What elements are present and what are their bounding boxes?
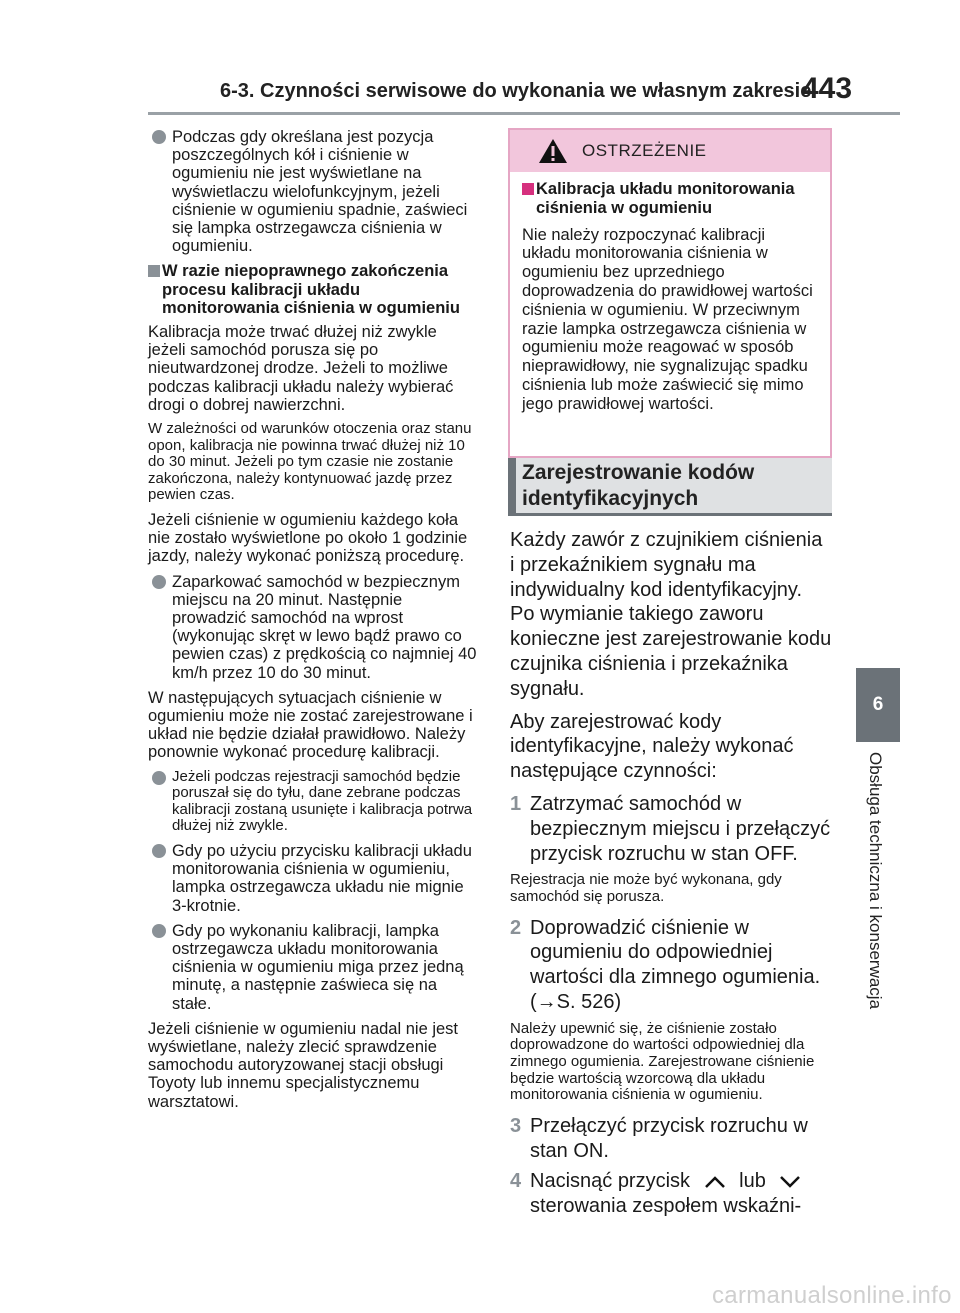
bullet-icon	[152, 844, 166, 858]
step-text: Przełączyć przycisk rozruchu w stan ON.	[530, 1114, 808, 1162]
bullet-icon	[152, 924, 166, 938]
section-title-line: identyfikacyjnych	[522, 487, 699, 510]
warning-title: OSTRZEŻENIE	[582, 141, 707, 160]
warning-triangle-icon	[538, 138, 568, 164]
paragraph: Aby zarejestrować kody identyfikacyjne, należy wykonać następujące czynności:	[510, 710, 794, 783]
paragraph: W zależności od warunków otoczenia oraz stanu opon, kalibracja nie powinna trwać dłużej niż 10 do 30 minut. Jeżeli po tym czasie nie zostanie zakończona, należy kontynuować jazdę przez pewien czas.	[148, 420, 472, 504]
bullet-icon	[152, 771, 166, 785]
page-number: 443	[802, 72, 853, 105]
paragraph: Każdy zawór z czujnikiem ciśnienia i przekaźnikiem sygnału ma indywidualny kod identyfikacyjny. Po wymianie takiego zaworu konieczne jest zarejestrowanie kodu czujnika ciśnienia i przekaźnika sygnału.	[510, 529, 832, 700]
warning-text: Nie należy rozpoczynać kalibracji układu monitorowania ciśnienia w ogumieniu bez uprzedniego doprowadzenia do prawidłowej wartości ciśnienia w ogumieniu. W przeciwnym razie lampka ostrzegawcza ciśnienia w ogumieniu może reagować w sposób nieprawidłowy, nie sygnalizując spadku ciśnienia lub może zaświecić się mimo jego prawidłowej wartości.	[522, 225, 813, 413]
bullet-text: Gdy po wykonaniu kalibracji, lampka ostrzegawcza układu monitorowania ciśnienia w ogumieniu miga przez jedną minutę, a następnie zaświeca się na stałe.	[172, 921, 464, 1013]
list-item	[148, 842, 478, 915]
step-note: Rejestracja nie może być wykonana, gdy samochód się porusza.	[510, 871, 782, 905]
step-item	[510, 1169, 832, 1219]
square-marker-icon	[522, 183, 534, 195]
bullet-text: Gdy po użyciu przycisku kalibracji układu monitorowania ciśnienia w ogumieniu, lampka ostrzegawcza układu nie mignie 3-krotnie.	[172, 842, 472, 915]
left-column	[148, 128, 478, 1118]
bullet-icon	[152, 130, 166, 144]
warning-subheading-text: Kalibracja układu monitorowania ciśnienia w ogumieniu	[536, 180, 795, 217]
chapter-tab: 6	[856, 668, 900, 742]
bullet-text: Zaparkować samochód w bezpiecznym miejscu na 20 minut. Następnie prowadzić samochód na wprost (wykonując skręt w lewo bądź prawo co pewien czas) z prędkością co najmniej 40 km/h przez 10 do 30 minut.	[172, 572, 477, 682]
warning-box	[508, 128, 832, 458]
warning-body	[510, 172, 830, 414]
step-item	[510, 792, 832, 866]
bullet-text: Jeżeli podczas rejestracji samochód będzie poruszał się do tyłu, dane zebrane podczas kalibracji zostaną usunięte i kalibracja potrwa dłużej niż zwykle.	[172, 767, 473, 835]
chevron-up-icon	[704, 1175, 726, 1189]
watermark: carmanualsonline.info	[712, 1282, 952, 1309]
step-item	[510, 916, 832, 1015]
bullet-icon	[152, 575, 166, 589]
list-item	[148, 573, 478, 682]
step-text: Nacisnąć przycisk	[530, 1170, 691, 1193]
step-number: 2	[510, 916, 522, 939]
paragraph: W następujących sytuacjach ciśnienie w ogumieniu może nie zostać zarejestrowane i układ nie będzie działał prawidłowo. Należy ponownie wykonać procedurę kalibracji.	[148, 688, 473, 762]
section-heading	[508, 458, 832, 516]
step-text: lub	[739, 1170, 766, 1193]
list-item	[148, 922, 478, 1013]
step-number: 1	[510, 792, 522, 815]
step-number: 3	[510, 1114, 522, 1137]
list-item	[148, 128, 478, 255]
warning-header	[510, 130, 830, 172]
step-number: 4	[510, 1170, 522, 1193]
right-column	[510, 528, 832, 1225]
header-title: 6-3. Czynności serwisowe do wykonania we własnym zakresie	[220, 80, 812, 102]
step-text: sterowania zespołem wskaźni-	[530, 1195, 802, 1218]
chevron-down-icon	[779, 1175, 801, 1189]
chapter-label: Obsługa techniczna i konserwacja	[866, 752, 885, 1010]
square-marker-icon	[148, 265, 160, 277]
subheading	[148, 262, 478, 317]
step-item	[510, 1114, 832, 1164]
paragraph: Jeżeli ciśnienie w ogumieniu nadal nie jest wyświetlane, należy zlecić sprawdzenie samochodu autoryzowanej stacji obsługi Toyoty lub innemu specjalistycznemu warsztatowi.	[148, 1019, 459, 1111]
step-note: Należy upewnić się, że ciśnienie zostało doprowadzone do wartości odpowiedniej dla zimnego ogumienia. Zarejestrowane ciśnienie będzie wartością wzorcową dla układu monitorowania ciśnienia w ogumieniu.	[510, 1019, 815, 1104]
header-divider	[148, 112, 900, 115]
bullet-text: Podczas gdy określana jest pozycja poszczególnych kół i ciśnienie w ogumieniu nie jest wyświetlane na wyświetlaczu wielofunkcyjnym, jeżeli ciśnienie w ogumieniu spadnie, zaświeci się lampka ostrzegawcza ciśnienia w ogumieniu.	[172, 128, 468, 256]
paragraph: Kalibracja może trwać dłużej niż zwykle jeżeli samochód porusza się po nieutwardzonej drodze. Jeżeli to możliwe podczas kalibracji układu należy wybierać drogi o dobrej nawierzchni.	[148, 323, 454, 414]
step-text: Doprowadzić ciśnienie w ogumieniu do odpowiedniej wartości dla zimnego ogumienia. (→S. 526)	[530, 916, 821, 1013]
section-title-line: Zarejestrowanie kodów	[522, 461, 755, 484]
step-text: Zatrzymać samochód w bezpiecznym miejscu i przełączyć przycisk rozruchu w stan OFF.	[530, 792, 831, 865]
list-item	[148, 769, 478, 835]
paragraph: Jeżeli ciśnienie w ogumieniu każdego koła nie zostało wyświetlone po około 1 godzinie jazdy, należy wykonać poniższą procedurę.	[148, 511, 468, 566]
subheading-text: W razie niepoprawnego zakończenia procesu kalibracji układu monitorowania ciśnienia w ogumieniu	[162, 262, 460, 317]
warning-subheading	[522, 180, 818, 218]
